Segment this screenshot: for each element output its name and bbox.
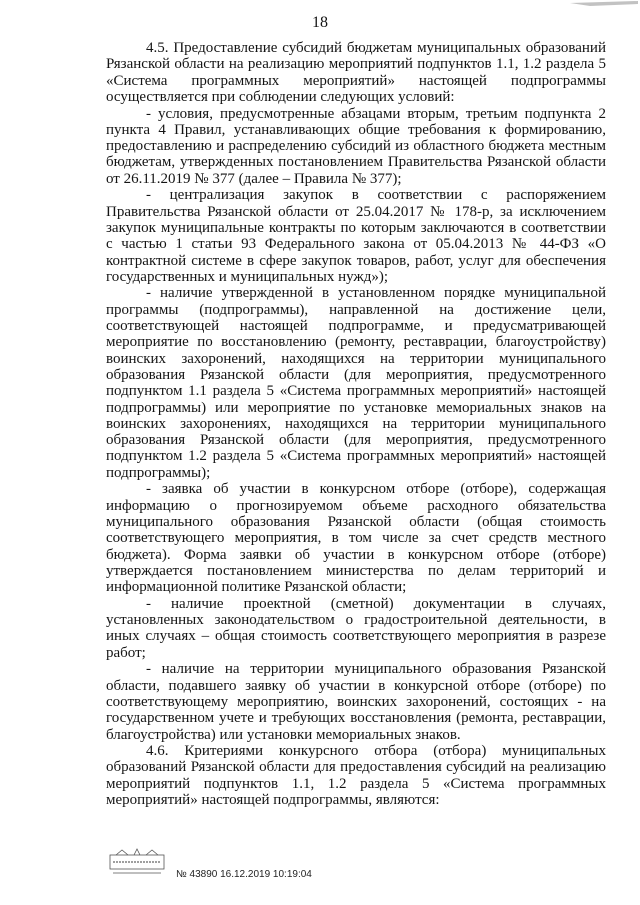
document-registration-id: № 43890 16.12.2019 10:19:04 xyxy=(176,869,312,880)
paragraph-4-5: 4.5. Предоставление субсидий бюджетам муниципальных образований Рязанской области на реализацию мероприятий подпунктов 1.1, 1.2 раздела 5 «Система программных мероприятий» настоящей подпрограммы осуществляется при соблюдении следующих условий: xyxy=(106,40,606,105)
document-body xyxy=(106,40,606,809)
page-footer xyxy=(108,847,408,887)
registry-stamp-icon xyxy=(108,847,166,877)
condition-item: - заявка об участии в конкурсном отборе (отборе), содержащая информацию о прогнозируемом объеме расходного обязательства муниципального образования Рязанской области (общая стоимость соответствующего мероприятия, в том числе за счет средств местного бюджета). Форма заявки об участии в конкурсном отборе (отборе) утверждается постановлением министерства по делам территорий и информационной политике Рязанской области; xyxy=(106,481,606,596)
condition-item: - наличие на территории муниципального образования Рязанской области, подавшего заявку об участии в конкурсной отборе (отборе) по соответствующему мероприятию, воинских захоронений, состоящих - на государственном учете и требующих восстановления (ремонта, реставрации, благоустройства) или установки мемориальных знаков. xyxy=(106,661,606,743)
corner-scan-mark xyxy=(560,0,640,10)
page-number: 18 xyxy=(312,14,328,31)
condition-item: - наличие проектной (сметной) документации в случаях, установленных законодательством о градостроительной деятельности, в иных случаях – общая стоимость соответствующего мероприятия в разрезе работ; xyxy=(106,595,606,661)
paragraph-4-6: 4.6. Критериями конкурсного отбора (отбора) муниципальных образований Рязанской области для предоставления субсидий на реализацию мероприятий подпунктов 1.1, 1.2 раздела 5 «Система программных мероприятий» настоящей подпрограммы, являются: xyxy=(106,743,606,809)
condition-item: - условия, предусмотренные абзацами вторым, третьим подпункта 2 пункта 4 Правил, устанавливающих общие требования к формированию, предоставлению и распределению субсидий из областного бюджета местным бюджетам, утвержденных постановлением Правительства Рязанской области от 26.11.2019 № 377 (далее – Правила № 377); xyxy=(106,105,606,187)
condition-item: - наличие утвержденной в установленном порядке муниципальной программы (подпрограммы), направленной на достижение цели, соответствующей настоящей подпрограмме, и предусматривающей мероприятие по восстановлению (ремонту, реставрации, благоустройству) воинских захоронений, находящихся на территории муниципального образования Рязанской области (для мероприятия, предусмотренного подпунктом 1.1 раздела 5 «Система программных мероприятий» настоящей подпрограммы) или мероприятие по установке мемориальных знаков на воинских захоронениях, находящихся на территории муниципального образования Рязанской области (для мероприятия, предусмотренного подпунктом 1.2 раздела 5 «Система программных мероприятий» настоящей подпрограммы); xyxy=(106,285,606,481)
condition-item: - централизация закупок в соответствии с распоряжением Правительства Рязанской области от 25.04.2017 № 178-р, за исключением закупок муниципальные контракты по которым заключаются в соответствии с частью 1 статьи 93 Федерального закона от 05.04.2013 № 44-ФЗ «О контрактной системе в сфере закупок товаров, работ, услуг для обеспечения государственных и муниципальных нужд»); xyxy=(106,187,606,285)
